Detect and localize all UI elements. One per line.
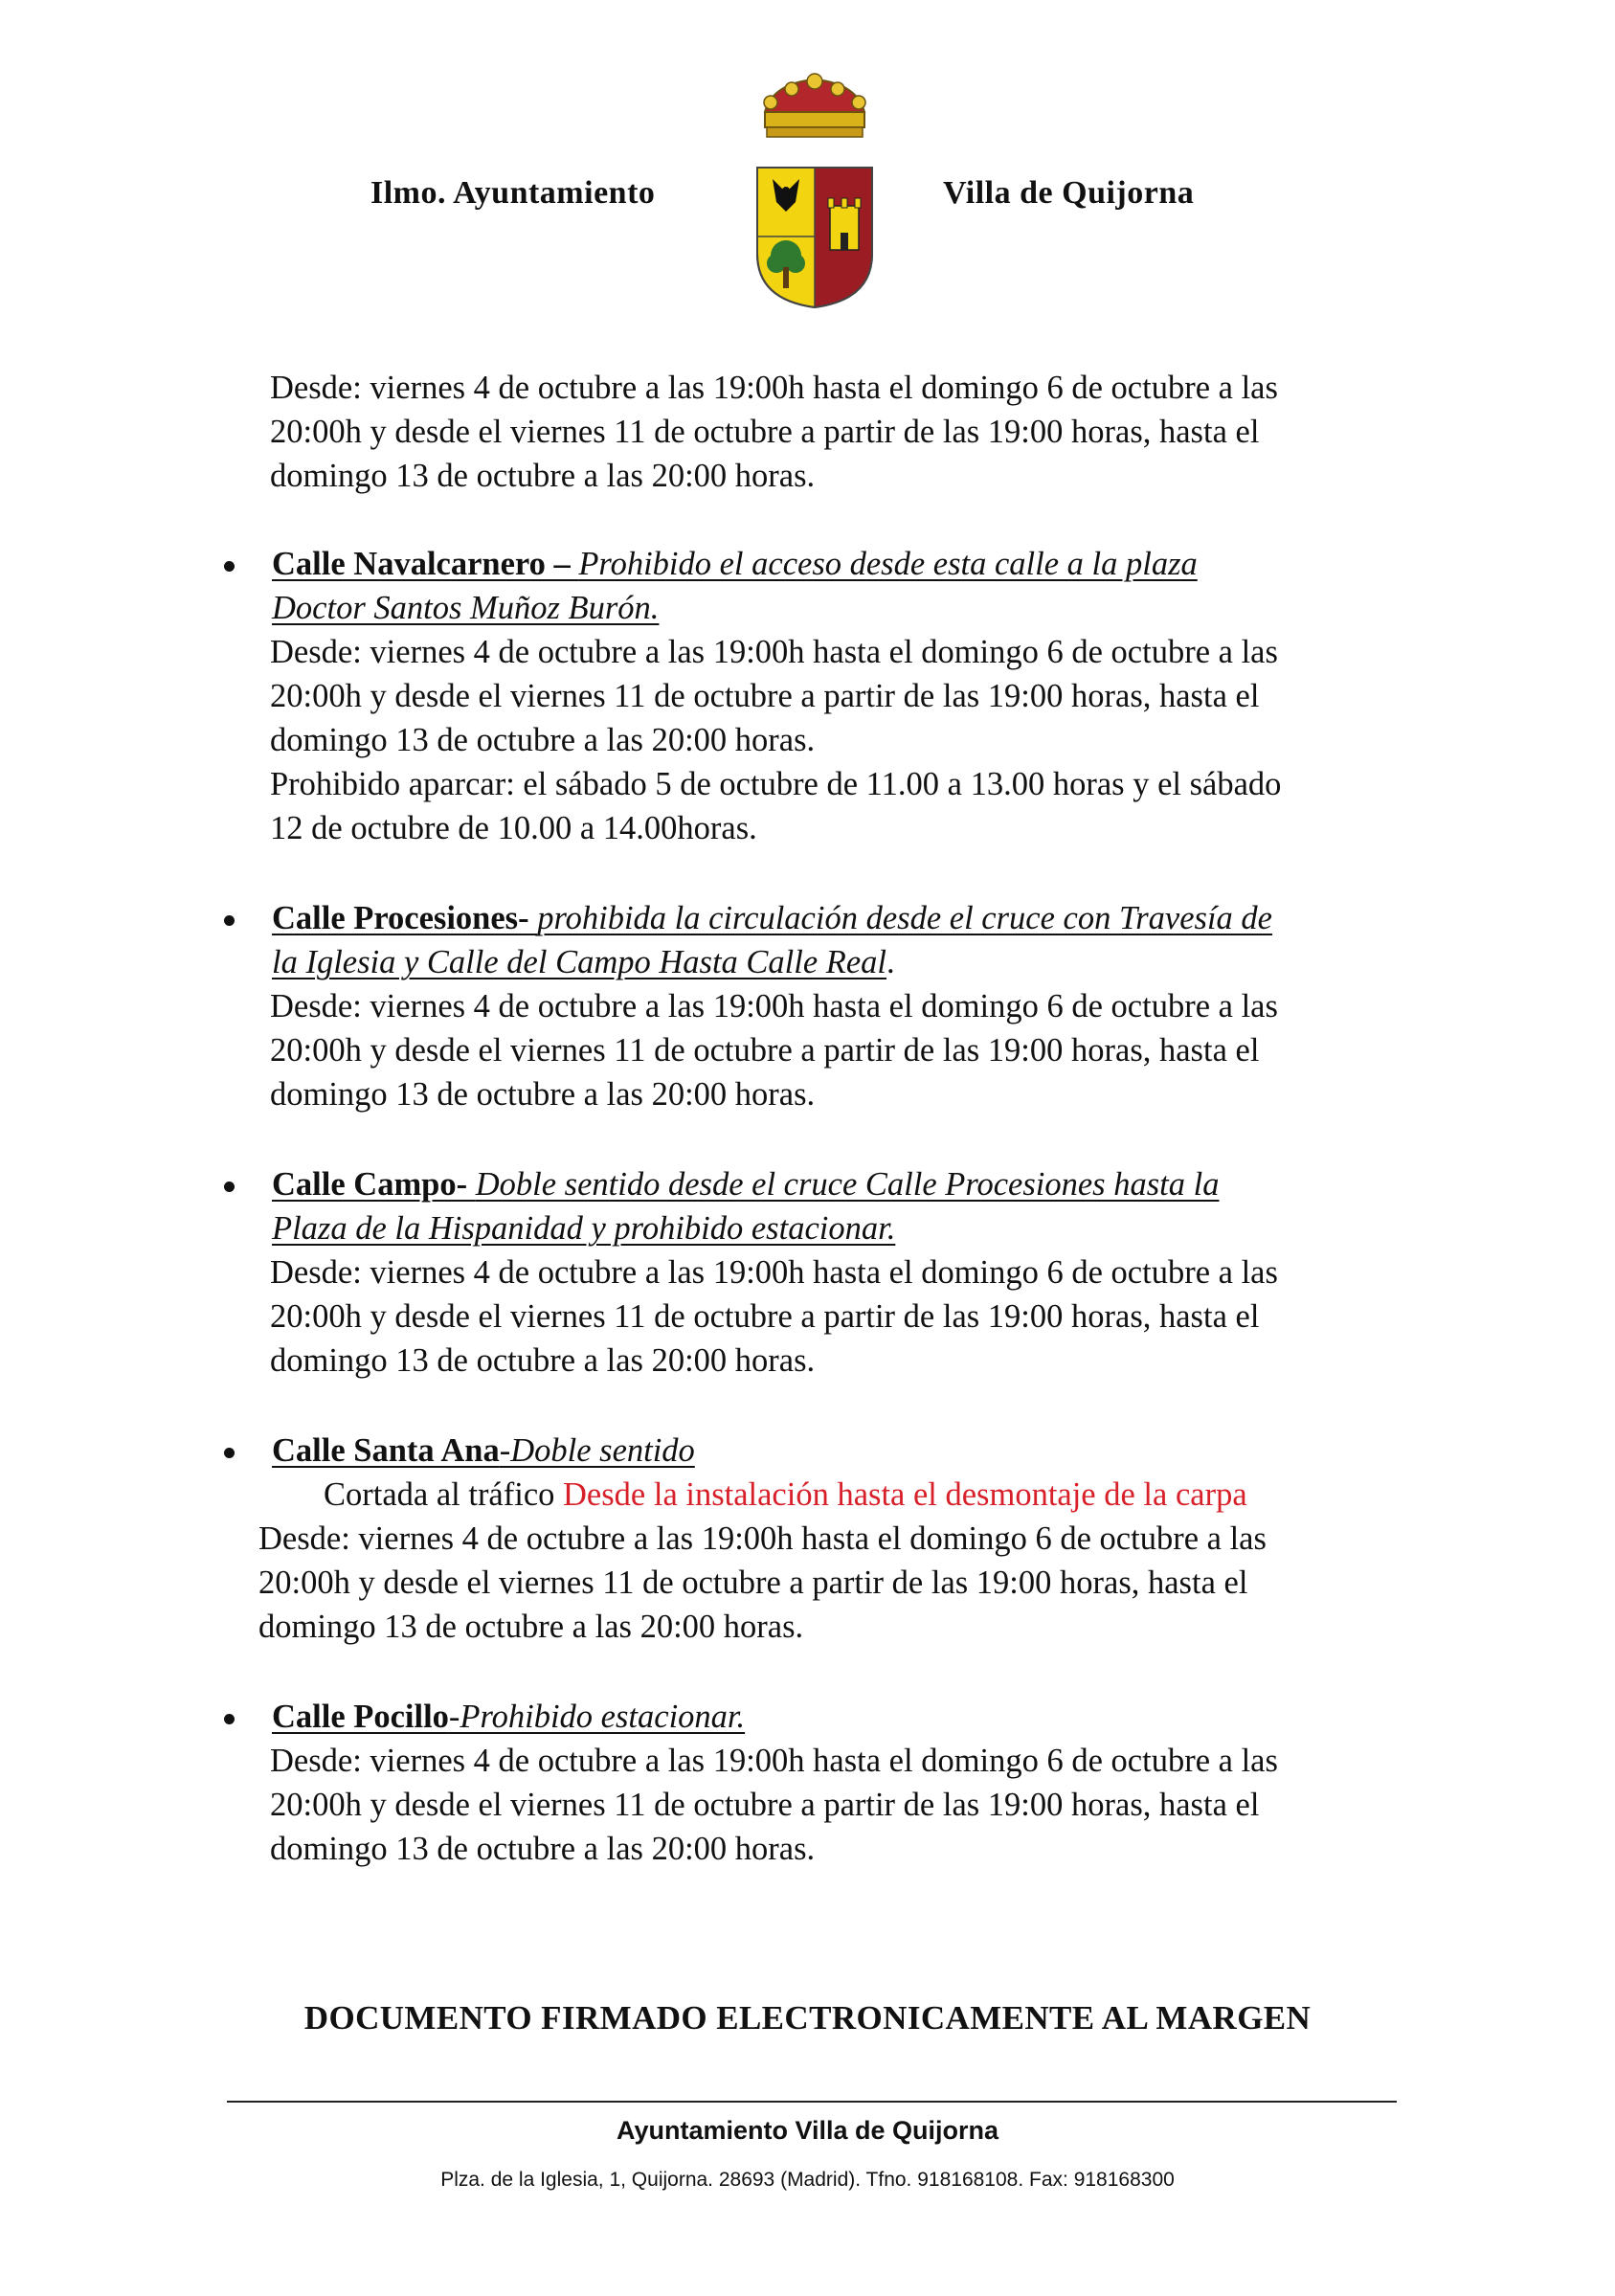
text-line: 12 de octubre de 10.00 a 14.00horas. [270,810,757,846]
text-line: 20:00h y desde el viernes 11 de octubre a partir de las 19:00 horas, hasta el [270,414,1260,450]
text-line: domingo 13 de octubre a las 20:00 horas. [270,722,816,758]
bullet-icon [224,1714,235,1724]
closure-note [324,1473,1511,1517]
text-line: Prohibido aparcar: el sábado 5 de octubre de 11.00 a 13.00 horas y el sábado [270,766,1282,802]
list-item [272,1695,1459,1739]
item-title: Calle Procesiones- [272,900,538,936]
text-line: 20:00h y desde el viernes 11 de octubre a partir de las 19:00 horas, hasta el [270,1298,1260,1335]
item-subtitle: Prohibido el acceso desde esta calle a la plaza [578,546,1198,582]
text-line: domingo 13 de octubre a las 20:00 horas. [270,1076,816,1113]
item-subtitle: -Prohibido estacionar. [448,1699,746,1735]
item-title: Calle Santa Ana [272,1432,500,1469]
list-item [272,542,1459,630]
text-line: 20:00h y desde el viernes 11 de octubre a partir de las 19:00 horas, hasta el [258,1564,1248,1601]
text-line: Desde: viernes 4 de octubre a las 19:00h hasta el domingo 6 de octubre a las [258,1520,1267,1557]
text-line: Desde: viernes 4 de octubre a las 19:00h hasta el domingo 6 de octubre a las [270,988,1278,1024]
item-subtitle: -Doble sentido [499,1432,695,1469]
coat-of-arms-icon [751,72,878,311]
bullet-icon [224,1182,235,1192]
item-subtitle-cont: Doctor Santos Muñoz Burón. [272,590,660,626]
signed-notice: DOCUMENTO FIRMADO ELECTRONICAMENTE AL MARGEN [303,1999,1312,2037]
closure-prefix: Cortada al tráfico [324,1476,564,1513]
text-line: Desde: viernes 4 de octubre a las 19:00h hasta el domingo 6 de octubre a las [270,1254,1278,1291]
text-line: domingo 13 de octubre a las 20:00 horas. [258,1609,804,1645]
intro-paragraph [270,366,1457,498]
item-body [270,630,1457,850]
item-subtitle-tail: . [886,944,895,980]
item-title: Calle Navalcarnero – [272,546,579,582]
list-item [272,1162,1459,1250]
text-line: domingo 13 de octubre a las 20:00 horas. [270,1831,816,1867]
bullet-icon [224,561,235,572]
bullet-icon [224,1448,235,1458]
footer-divider [227,2101,1397,2103]
item-subtitle-cont: Plaza de la Hispanidad y prohibido estacionar. [272,1210,896,1247]
item-body [270,1739,1457,1871]
text-line: domingo 13 de octubre a las 20:00 horas. [270,458,816,494]
text-line: 20:00h y desde el viernes 11 de octubre a partir de las 19:00 horas, hasta el [270,1032,1260,1069]
text-line: domingo 13 de octubre a las 20:00 horas. [270,1342,816,1379]
item-title: Calle Campo- [272,1166,476,1203]
item-subtitle: prohibida la circulación desde el cruce con Travesía de [537,900,1272,936]
footer-organization: Ayuntamiento Villa de Quijorna [616,2116,999,2145]
item-body [258,1517,1446,1649]
text-line: Desde: viernes 4 de octubre a las 19:00h hasta el domingo 6 de octubre a las [270,370,1278,406]
list-item [272,896,1459,984]
text-line: Desde: viernes 4 de octubre a las 19:00h hasta el domingo 6 de octubre a las [270,634,1278,670]
closure-highlight: Desde la instalación hasta el desmontaje de la carpa [563,1476,1247,1513]
item-subtitle: Doble sentido desde el cruce Calle Procesiones hasta la [475,1166,1220,1203]
text-line: 20:00h y desde el viernes 11 de octubre a partir de las 19:00 horas, hasta el [270,678,1260,714]
text-line: 20:00h y desde el viernes 11 de octubre a partir de las 19:00 horas, hasta el [270,1787,1260,1823]
list-item [272,1429,1459,1473]
item-body [270,1250,1457,1383]
item-subtitle-cont: la Iglesia y Calle del Campo Hasta Calle Real [272,944,887,980]
footer-address: Plza. de la Iglesia, 1, Quijorna. 28693 (Madrid). Tfno. 918168108. Fax: 918168300 [440,2169,1175,2191]
text-line: Desde: viernes 4 de octubre a las 19:00h hasta el domingo 6 de octubre a las [270,1743,1278,1779]
bullet-icon [224,915,235,926]
item-title: Calle Pocillo [272,1699,449,1735]
item-body [270,984,1457,1116]
header-left-title: Ilmo. Ayuntamiento [370,175,656,211]
header-right-title: Villa de Quijorna [943,175,1195,211]
